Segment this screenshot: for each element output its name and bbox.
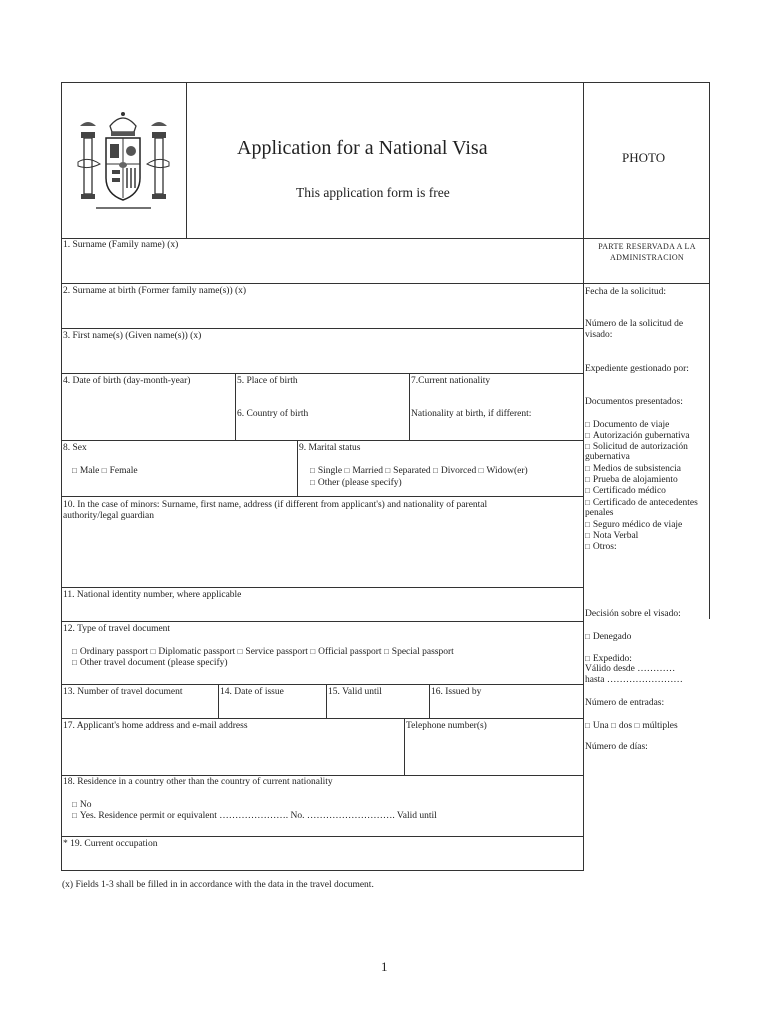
home-address-input[interactable] [63, 733, 402, 773]
field-8-label: 8. Sex [63, 443, 87, 453]
field-11-label: 11. National identity number, where applicable [63, 590, 242, 600]
admin-entradas-options [585, 720, 678, 732]
field-5-label: 5. Place of birth [237, 376, 298, 386]
page-number: 1 [381, 959, 388, 974]
admin-entradas: Número de entradas: [585, 698, 665, 708]
marital-other-checkbox[interactable]: □ Other (please specify) [310, 478, 402, 488]
field-19-label: * 19. Current occupation [63, 839, 158, 849]
field-9-label: 9. Marital status [299, 443, 361, 453]
admin-expedido-checkbox[interactable]: □ Expedido: [585, 654, 632, 664]
surname-at-birth-input[interactable] [63, 298, 581, 326]
surname-input[interactable] [63, 252, 581, 281]
residence-yes-checkbox[interactable]: □ Yes. Residence permit or equivalent …………………. No. ………………………. Valid until [72, 811, 437, 821]
admin-doc-item-continued: penales [585, 508, 614, 518]
admin-doc-item[interactable]: □ Nota Verbal [585, 531, 638, 541]
sex-male-checkbox[interactable]: □ Male [72, 466, 99, 476]
marital-divorced-checkbox[interactable]: □ Divorced [433, 466, 476, 476]
admin-una-checkbox[interactable]: □ Una [585, 721, 609, 731]
admin-header-line1: PARTE RESERVADA A LA [598, 242, 696, 251]
admin-fecha: Fecha de la solicitud: [585, 287, 666, 297]
field-10-label-line1: 10. In the case of minors: Surname, first name, address (if different from applicant's) and nationality of parental [63, 500, 488, 510]
admin-multiples-checkbox[interactable]: □ múltiples [634, 721, 677, 731]
admin-header-line2: ADMINISTRACION [610, 253, 684, 262]
field-13-label: 13. Number of travel document [63, 687, 183, 697]
admin-documentos: Documentos presentados: [585, 397, 683, 407]
doc-official-checkbox[interactable]: □ Official passport [310, 647, 381, 657]
footnote: (x) Fields 1-3 shall be filled in in accordance with the data in the travel document. [62, 880, 374, 890]
sex-female-checkbox[interactable]: □ Female [102, 466, 138, 476]
doc-special-checkbox[interactable]: □ Special passport [384, 647, 454, 657]
admin-numero-line2: visado: [585, 330, 613, 340]
first-name-input[interactable] [63, 343, 581, 371]
form-subtitle: This application form is free [296, 185, 450, 200]
marital-status-options [310, 465, 528, 477]
admin-doc-item[interactable]: □ Otros: [585, 542, 617, 552]
marital-single-checkbox[interactable]: □ Single [310, 466, 342, 476]
field-10-label-line2: authority/legal guardian [63, 511, 155, 521]
field-14-label: 14. Date of issue [220, 687, 284, 697]
doc-diplomatic-checkbox[interactable]: □ Diplomatic passport [151, 647, 236, 657]
admin-dias: Número de días: [585, 742, 648, 752]
travel-doc-number-input[interactable] [63, 699, 216, 716]
admin-valido: Válido desde ………… [585, 664, 676, 674]
field-1-label: 1. Surname (Family name) (x) [63, 240, 179, 250]
admin-expediente: Expediente gestionado por: [585, 364, 689, 374]
telephone-label: Telephone number(s) [406, 721, 487, 731]
marital-widow-checkbox[interactable]: □ Widow(er) [479, 466, 528, 476]
date-of-issue-input[interactable] [220, 699, 324, 716]
field-12-label: 12. Type of travel document [63, 624, 171, 634]
admin-hasta: hasta …………………… [585, 675, 683, 685]
field-3-label: 3. First name(s) (Given name(s)) (x) [63, 331, 202, 341]
admin-doc-item-continued: gubernativa [585, 452, 630, 462]
residence-no-checkbox[interactable]: □ No [72, 800, 91, 810]
marital-separated-checkbox[interactable]: □ Separated [385, 466, 430, 476]
national-id-input[interactable] [63, 602, 581, 619]
field-18-label: 18. Residence in a country other than the country of current nationality [63, 777, 333, 787]
admin-doc-item[interactable]: □ Certificado médico [585, 486, 666, 496]
admin-doc-item[interactable]: □ Autorización gubernativa [585, 431, 690, 441]
admin-decision: Decisión sobre el visado: [585, 609, 681, 619]
sex-options [72, 465, 138, 477]
photo-label: PHOTO [622, 150, 666, 165]
doc-service-checkbox[interactable]: □ Service passport [238, 647, 308, 657]
nationality-at-birth-input[interactable] [411, 421, 581, 438]
field-6-label: 6. Country of birth [237, 409, 309, 419]
field-15-label: 15. Valid until [328, 687, 382, 697]
field-17-label: 17. Applicant's home address and e-mail address [63, 721, 248, 731]
admin-dos-checkbox[interactable]: □ dos [611, 721, 632, 731]
admin-denegado-checkbox[interactable]: □ Denegado [585, 632, 631, 642]
admin-doc-item[interactable]: □ Certificado de antecedentes [585, 498, 698, 508]
field-7b-label: Nationality at birth, if different: [411, 409, 532, 419]
valid-until-input[interactable] [328, 699, 427, 716]
date-of-birth-input[interactable] [63, 388, 233, 438]
admin-doc-item[interactable]: □ Prueba de alojamiento [585, 475, 678, 485]
admin-doc-item[interactable]: □ Seguro médico de viaje [585, 520, 682, 530]
telephone-input[interactable] [406, 733, 581, 773]
doc-ordinary-checkbox[interactable]: □ Ordinary passport [72, 647, 148, 657]
field-4-label: 4. Date of birth (day-month-year) [63, 376, 191, 386]
admin-doc-item[interactable]: □ Solicitud de autorización [585, 442, 688, 452]
doc-other-checkbox[interactable]: □ Other travel document (please specify) [72, 658, 228, 668]
country-of-birth-input[interactable] [237, 421, 407, 438]
coat-of-arms-icon [76, 108, 171, 216]
field-16-label: 16. Issued by [431, 687, 482, 697]
field-7-label: 7.Current nationality [411, 376, 491, 386]
form-title: Application for a National Visa [237, 137, 488, 159]
issued-by-input[interactable] [431, 699, 581, 716]
marital-married-checkbox[interactable]: □ Married [345, 466, 383, 476]
place-of-birth-input[interactable] [237, 388, 407, 406]
admin-numero-line1: Número de la solicitud de [585, 319, 684, 329]
guardian-input[interactable] [63, 524, 581, 584]
admin-doc-item[interactable]: □ Medios de subsistencia [585, 464, 681, 474]
occupation-input[interactable] [63, 851, 581, 868]
admin-doc-item[interactable]: □ Documento de viaje [585, 420, 669, 430]
photo-box[interactable] [586, 86, 706, 234]
field-2-label: 2. Surname at birth (Former family name(s)) (x) [63, 286, 247, 296]
current-nationality-input[interactable] [411, 388, 581, 406]
